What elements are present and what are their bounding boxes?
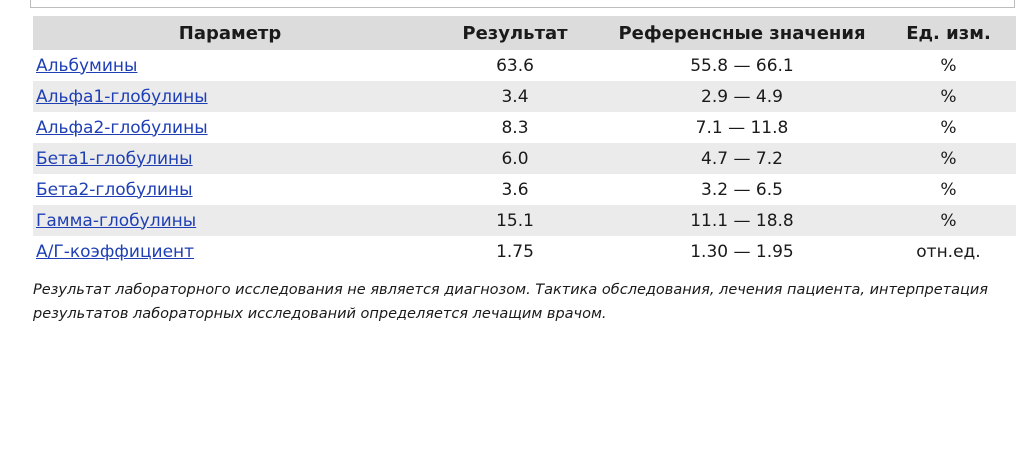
- param-cell: [33, 81, 427, 112]
- result-cell: 8.3: [501, 117, 529, 138]
- param-link-albumin[interactable]: Альбумины: [36, 55, 138, 76]
- result-cell: 63.6: [496, 55, 534, 76]
- param-link-beta1-globulins[interactable]: Бета1-глобулины: [36, 148, 193, 169]
- reference-cell: 3.2 — 6.5: [701, 179, 783, 200]
- result-cell: 15.1: [427, 205, 603, 236]
- reference-cell: 2.9 — 4.9: [603, 81, 881, 112]
- reference-cell: 55.8 — 66.1: [690, 55, 794, 76]
- column-header-reference: Референсные значения: [603, 16, 881, 50]
- result-cell: 1.75: [496, 241, 534, 262]
- result-cell: 3.4: [427, 81, 603, 112]
- table-row: [33, 50, 1016, 81]
- result-cell: 3.6: [501, 179, 529, 200]
- param-cell: [33, 50, 427, 81]
- reference-cell: 11.1 — 18.8: [603, 205, 881, 236]
- param-cell: [33, 143, 427, 174]
- param-link-beta2-globulins[interactable]: Бета2-глобулины: [36, 179, 193, 200]
- header-row: [33, 16, 1016, 50]
- reference-cell: 1.30 — 1.95: [690, 241, 794, 262]
- param-link-gamma-globulins[interactable]: Гамма-глобулины: [36, 210, 197, 231]
- unit-cell: %: [881, 81, 1016, 112]
- column-header-result: Результат: [427, 16, 603, 50]
- table-row: [33, 174, 1016, 205]
- results-frame-border: [30, 0, 1015, 8]
- table-row: [33, 81, 1016, 112]
- results-table-header: [33, 16, 1016, 50]
- param-cell: [33, 112, 427, 143]
- param-link-ag-ratio[interactable]: А/Г-коэффициент: [36, 241, 195, 262]
- table-row: [33, 143, 1016, 174]
- unit-cell: отн.ед.: [916, 241, 981, 262]
- table-row: [33, 205, 1016, 236]
- reference-cell: 4.7 — 7.2: [603, 143, 881, 174]
- unit-cell: %: [881, 143, 1016, 174]
- unit-cell: %: [940, 117, 957, 138]
- column-header-param: Параметр: [33, 16, 427, 50]
- param-cell: [33, 174, 427, 205]
- unit-cell: %: [940, 179, 957, 200]
- param-cell: [33, 205, 427, 236]
- param-link-alpha2-globulins[interactable]: Альфа2-глобулины: [36, 117, 208, 138]
- column-header-unit: Ед. изм.: [881, 16, 1016, 50]
- results-table: [33, 16, 1016, 267]
- results-table-body: [33, 50, 1016, 267]
- unit-cell: %: [881, 205, 1016, 236]
- reference-cell: 7.1 — 11.8: [695, 117, 789, 138]
- table-row: [33, 236, 1016, 267]
- result-cell: 6.0: [427, 143, 603, 174]
- param-cell: [33, 236, 427, 267]
- table-row: [33, 112, 1016, 143]
- unit-cell: %: [940, 55, 957, 76]
- disclaimer-note: Результат лабораторного исследования не является диагнозом. Тактика обследования, лечения пациента, интерпретация результатов лабораторных исследований определяется лечащим врачом.: [33, 282, 989, 322]
- param-link-alpha1-globulins[interactable]: Альфа1-глобулины: [36, 86, 208, 107]
